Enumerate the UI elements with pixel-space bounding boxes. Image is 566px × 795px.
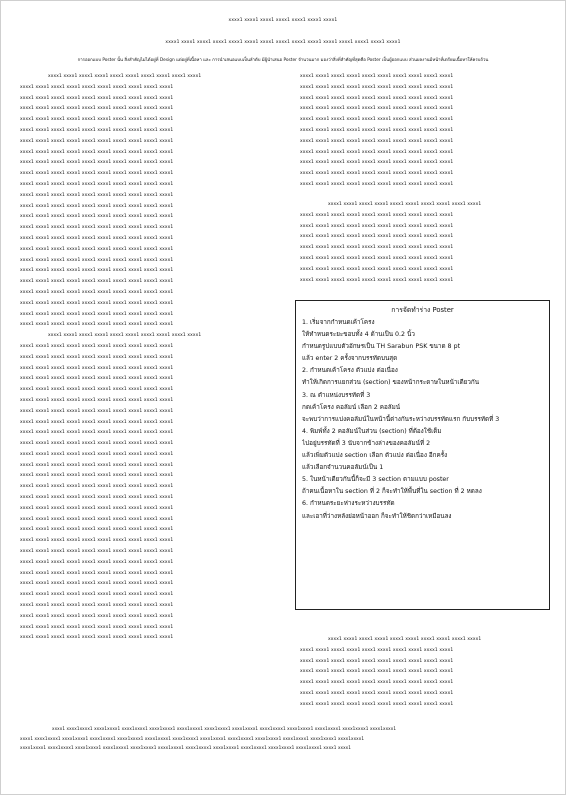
author-line: xxxx1 xxxx1 xxxx1 xxxx1 xxxx1 xxxx1 xxxx1 xxxx1 xxxx1 xxxx1 xxxx1 xxxx1 xxxx1 xxxx1 xxxx1 — [165, 40, 401, 45]
instruction-line: 3. ณ ตำแหน่งบรรทัดที่ 3 — [302, 391, 371, 399]
text-line: xxxx1 xxxx1 xxxx1 xxxx1 xxxx1 xxxx1 xxxx1 xxxx1 xxxx1 xxxx1 — [20, 387, 174, 393]
instruction-line: และเอาที่ว่างหลังย่อหน้าออก ก็จะทำให้ชิดกว่าเหมือนลง — [302, 512, 452, 520]
instruction-line: กดเค้าโครง คอลัมน์ เลือก 2 คอลัมน์ — [302, 403, 401, 411]
text-line: xxxx1 xxxx1 xxxx1 xxxx1 xxxx1 xxxx1 xxxx1 xxxx1 xxxx1 xxxx1 — [300, 266, 454, 272]
text-line: xxxx1 xxxx1 xxxx1 xxxx1 xxxx1 xxxx1 xxxx1 xxxx1 xxxx1 xxxx1 — [20, 84, 174, 90]
text-line: xxxx1 xxxx1 xxxx1 xxxx1 xxxx1 xxxx1 xxxx1 xxxx1 xxxx1 xxxx1 — [20, 495, 174, 501]
text-line: xxxx1 xxxx1 xxxx1 xxxx1 xxxx1 xxxx1 xxxx1 xxxx1 xxxx1 xxxx1 — [20, 397, 174, 403]
instruction-line: ให้ทำหนดระยะขอบทั้ง 4 ด้านเป็น 0.2 นิ้ว — [302, 331, 415, 339]
text-line: xxxx1 xxxx1 xxxx1 xxxx1 xxxx1 xxxx1 xxxx1 xxxx1 xxxx1 xxxx1 — [20, 95, 174, 101]
text-line: xxxx1 xxxx1 xxxx1 xxxx1 xxxx1 xxxx1 xxxx1 xxxx1 xxxx1 xxxx1 — [20, 117, 174, 123]
text-line: xxxx1 xxxx1 xxxx1 xxxx1 xxxx1 xxxx1 xxxx1 xxxx1 xxxx1 xxxx1 — [20, 246, 174, 252]
text-line: xxxx1 xxxx1 xxxx1 xxxx1 xxxx1 xxxx1 xxxx1 xxxx1 xxxx1 xxxx1 — [300, 138, 454, 144]
footer-line: xxxx1 xxxx1xxxx1 xxxx1xxxx1 xxxx1xxxx1 xxxx1xxxx1 xxxx1xxxx1 xxxx1xxxx1 xxxx1xxxx1 xxxx1xxxx1 xxxx1xxxx1 xxxx1xxxx1 xxxx1xxxx1 xxxx1xxxx1 — [52, 726, 397, 731]
text-line: xxxx1 xxxx1 xxxx1 xxxx1 xxxx1 xxxx1 xxxx1 xxxx1 xxxx1 xxxx1 — [48, 333, 202, 339]
text-line: xxxx1 xxxx1 xxxx1 xxxx1 xxxx1 xxxx1 xxxx1 xxxx1 xxxx1 xxxx1 — [300, 181, 454, 187]
instruction-box — [295, 300, 550, 610]
text-line: xxxx1 xxxx1 xxxx1 xxxx1 xxxx1 xxxx1 xxxx1 xxxx1 xxxx1 xxxx1 — [20, 451, 174, 457]
text-line: xxxx1 xxxx1 xxxx1 xxxx1 xxxx1 xxxx1 xxxx1 xxxx1 xxxx1 xxxx1 — [20, 171, 174, 177]
text-line: xxxx1 xxxx1 xxxx1 xxxx1 xxxx1 xxxx1 xxxx1 xxxx1 xxxx1 xxxx1 — [20, 603, 174, 609]
text-line: xxxx1 xxxx1 xxxx1 xxxx1 xxxx1 xxxx1 xxxx1 xxxx1 xxxx1 xxxx1 — [20, 624, 174, 630]
text-line: xxxx1 xxxx1 xxxx1 xxxx1 xxxx1 xxxx1 xxxx1 xxxx1 xxxx1 xxxx1 — [300, 658, 454, 664]
text-line: xxxx1 xxxx1 xxxx1 xxxx1 xxxx1 xxxx1 xxxx1 xxxx1 xxxx1 xxxx1 — [20, 192, 174, 198]
text-line: xxxx1 xxxx1 xxxx1 xxxx1 xxxx1 xxxx1 xxxx1 xxxx1 xxxx1 xxxx1 — [300, 255, 454, 261]
instruction-line: แล้วเพิ่มตัวแบ่ง section เลือก ตัวแบ่ง ต่อเนื่อง อีกครั้ง — [302, 452, 448, 460]
text-line: xxxx1 xxxx1 xxxx1 xxxx1 xxxx1 xxxx1 xxxx1 xxxx1 xxxx1 xxxx1 — [20, 430, 174, 436]
text-line: xxxx1 xxxx1 xxxx1 xxxx1 xxxx1 xxxx1 xxxx1 xxxx1 xxxx1 xxxx1 — [20, 549, 174, 555]
text-line: xxxx1 xxxx1 xxxx1 xxxx1 xxxx1 xxxx1 xxxx1 xxxx1 xxxx1 xxxx1 — [20, 559, 174, 565]
text-line: xxxx1 xxxx1 xxxx1 xxxx1 xxxx1 xxxx1 xxxx1 xxxx1 xxxx1 xxxx1 — [20, 505, 174, 511]
text-line: xxxx1 xxxx1 xxxx1 xxxx1 xxxx1 xxxx1 xxxx1 xxxx1 xxxx1 xxxx1 — [20, 235, 174, 241]
text-line: xxxx1 xxxx1 xxxx1 xxxx1 xxxx1 xxxx1 xxxx1 xxxx1 xxxx1 xxxx1 — [20, 592, 174, 598]
text-line: xxxx1 xxxx1 xxxx1 xxxx1 xxxx1 xxxx1 xxxx1 xxxx1 xxxx1 xxxx1 — [300, 95, 454, 101]
instruction-line: 1. เริ่มจากกำหนดเค้าโครง — [302, 319, 375, 326]
text-line: xxxx1 xxxx1 xxxx1 xxxx1 xxxx1 xxxx1 xxxx1 xxxx1 xxxx1 xxxx1 — [48, 74, 202, 79]
instruction-line: 2. กำหนดเค้าโครง ตัวแบ่ง ต่อเนื่อง — [302, 367, 398, 375]
text-line: xxxx1 xxxx1 xxxx1 xxxx1 xxxx1 xxxx1 xxxx1 xxxx1 xxxx1 xxxx1 — [300, 680, 454, 686]
text-line: xxxx1 xxxx1 xxxx1 xxxx1 xxxx1 xxxx1 xxxx1 xxxx1 xxxx1 xxxx1 — [300, 690, 454, 696]
text-line: xxxx1 xxxx1 xxxx1 xxxx1 xxxx1 xxxx1 xxxx1 xxxx1 xxxx1 xxxx1 — [20, 322, 174, 328]
instruction-line: ทำให้เกิดการแยกส่วน (section) ของหน้ากระดาษในหน้าเดียวกัน — [302, 379, 479, 387]
text-line: xxxx1 xxxx1 xxxx1 xxxx1 xxxx1 xxxx1 xxxx1 xxxx1 xxxx1 xxxx1 — [20, 527, 174, 533]
text-line: xxxx1 xxxx1 xxxx1 xxxx1 xxxx1 xxxx1 xxxx1 xxxx1 xxxx1 xxxx1 — [300, 117, 454, 123]
intro-line: การออกแบบ Poster นั้น สิ่งสำคัญไม่ได้อยู่ที่ Design แต่อยู่ที่เนื้อหา และ การนำเสนอแบบเป็นลำดับ มีผู้นำเสนอ Poster จำนวนมาก มองว่าสิ่งที่สำคัญที่สุดคือ Poster เป็นผู้ออกแบบ ส่วนผลงานมีหน้าที่เตรียมเนื้อหาให้ครบถ้วน — [77, 58, 489, 63]
text-line: xxxx1 xxxx1 xxxx1 xxxx1 xxxx1 xxxx1 xxxx1 xxxx1 xxxx1 xxxx1 — [20, 408, 174, 414]
text-line: xxxx1 xxxx1 xxxx1 xxxx1 xxxx1 xxxx1 xxxx1 xxxx1 xxxx1 xxxx1 — [20, 354, 174, 360]
text-line: xxxx1 xxxx1 xxxx1 xxxx1 xxxx1 xxxx1 xxxx1 xxxx1 xxxx1 xxxx1 — [300, 106, 454, 112]
text-line: xxxx1 xxxx1 xxxx1 xxxx1 xxxx1 xxxx1 xxxx1 xxxx1 xxxx1 xxxx1 — [20, 441, 174, 447]
left-column — [20, 72, 258, 644]
text-line: xxxx1 xxxx1 xxxx1 xxxx1 xxxx1 xxxx1 xxxx1 xxxx1 xxxx1 xxxx1 — [300, 212, 454, 218]
text-line: xxxx1 xxxx1 xxxx1 xxxx1 xxxx1 xxxx1 xxxx1 xxxx1 xxxx1 xxxx1 — [20, 138, 174, 144]
instruction-line: 4. พิมพ์ทั้ง 2 คอลัมน์ในส่วน (section) ที่ต้องใช้เต็ม — [302, 427, 442, 435]
text-line: xxxx1 xxxx1 xxxx1 xxxx1 xxxx1 xxxx1 xxxx1 xxxx1 xxxx1 xxxx1 — [20, 473, 174, 479]
text-line: xxxx1 xxxx1 xxxx1 xxxx1 xxxx1 xxxx1 xxxx1 xxxx1 xxxx1 xxxx1 — [20, 613, 174, 619]
text-line: xxxx1 xxxx1 xxxx1 xxxx1 xxxx1 xxxx1 xxxx1 xxxx1 xxxx1 xxxx1 — [20, 289, 174, 295]
text-line: xxxx1 xxxx1 xxxx1 xxxx1 xxxx1 xxxx1 xxxx1 xxxx1 xxxx1 xxxx1 — [20, 225, 174, 231]
text-line: xxxx1 xxxx1 xxxx1 xxxx1 xxxx1 xxxx1 xxxx1 xxxx1 xxxx1 xxxx1 — [300, 234, 454, 240]
text-line: xxxx1 xxxx1 xxxx1 xxxx1 xxxx1 xxxx1 xxxx1 xxxx1 xxxx1 xxxx1 — [20, 257, 174, 263]
text-line: xxxx1 xxxx1 xxxx1 xxxx1 xxxx1 xxxx1 xxxx1 xxxx1 xxxx1 xxxx1 — [328, 637, 482, 642]
text-line: xxxx1 xxxx1 xxxx1 xxxx1 xxxx1 xxxx1 xxxx1 xxxx1 xxxx1 xxxx1 — [20, 300, 174, 306]
instruction-list — [302, 317, 543, 523]
text-line: xxxx1 xxxx1 xxxx1 xxxx1 xxxx1 xxxx1 xxxx1 xxxx1 xxxx1 xxxx1 — [20, 538, 174, 544]
text-line: xxxx1 xxxx1 xxxx1 xxxx1 xxxx1 xxxx1 xxxx1 xxxx1 xxxx1 xxxx1 — [300, 127, 454, 133]
text-line: xxxx1 xxxx1 xxxx1 xxxx1 xxxx1 xxxx1 xxxx1 xxxx1 xxxx1 xxxx1 — [20, 484, 174, 490]
text-line: xxxx1 xxxx1 xxxx1 xxxx1 xxxx1 xxxx1 xxxx1 xxxx1 xxxx1 xxxx1 — [20, 268, 174, 274]
text-line: xxxx1 xxxx1 xxxx1 xxxx1 xxxx1 xxxx1 xxxx1 xxxx1 xxxx1 xxxx1 — [20, 419, 174, 425]
instruction-line: ไปอยู่บรรทัดที่ 3 นับจากข้างล่างของคอลัมน์ที่ 2 — [302, 439, 431, 447]
text-line: xxxx1 xxxx1 xxxx1 xxxx1 xxxx1 xxxx1 xxxx1 xxxx1 xxxx1 xxxx1 — [300, 669, 454, 675]
text-line: xxxx1 xxxx1 xxxx1 xxxx1 xxxx1 xxxx1 xxxx1 xxxx1 xxxx1 xxxx1 — [300, 277, 454, 283]
text-line: xxxx1 xxxx1 xxxx1 xxxx1 xxxx1 xxxx1 xxxx1 xxxx1 xxxx1 xxxx1 — [300, 171, 454, 177]
right-column-middle — [300, 200, 540, 286]
footer-line: xxxx1xxxx1 xxxx1xxxx1 xxxx1xxxx1 xxxx1xxxx1 xxxx1xxxx1 xxxx1xxxx1 xxxx1xxxx1 xxxx1xxxx1 xxxx1xxxx1 xxxx1xxxx1 xxxx1xxxx1 xxxx1 xxxx1 — [20, 745, 352, 750]
text-line: xxxx1 xxxx1 xxxx1 xxxx1 xxxx1 xxxx1 xxxx1 xxxx1 xxxx1 xxxx1 — [300, 149, 454, 155]
text-line: xxxx1 xxxx1 xxxx1 xxxx1 xxxx1 xxxx1 xxxx1 xxxx1 xxxx1 xxxx1 — [300, 223, 454, 229]
instruction-box-title: การจัดทำร่าง Poster — [391, 306, 454, 314]
text-line: xxxx1 xxxx1 xxxx1 xxxx1 xxxx1 xxxx1 xxxx1 xxxx1 xxxx1 xxxx1 — [300, 74, 454, 79]
right-column-bottom — [300, 635, 540, 711]
text-line: xxxx1 xxxx1 xxxx1 xxxx1 xxxx1 xxxx1 xxxx1 xxxx1 xxxx1 xxxx1 — [300, 84, 454, 90]
instruction-line: ถ้าคนเนื้อหาใน section ที่ 2 ก็จะทำให้พื้นที่ใน section ที่ 2 หดลง — [302, 488, 482, 496]
footer-paragraph — [20, 724, 550, 753]
instruction-line: จะพบว่าการแบ่งคอลัมน์ในหน้านี้ต่างกันระหว่างบรรทัดแรก กับบรรทัดที่ 3 — [302, 415, 500, 423]
text-line: xxxx1 xxxx1 xxxx1 xxxx1 xxxx1 xxxx1 xxxx1 xxxx1 xxxx1 xxxx1 — [300, 245, 454, 251]
instruction-line: แล้วเลือกจำนวนคอลัมน์เป็น 1 — [302, 464, 384, 472]
text-line: xxxx1 xxxx1 xxxx1 xxxx1 xxxx1 xxxx1 xxxx1 xxxx1 xxxx1 xxxx1 — [20, 311, 174, 317]
text-line: xxxx1 xxxx1 xxxx1 xxxx1 xxxx1 xxxx1 xxxx1 xxxx1 xxxx1 xxxx1 — [20, 203, 174, 209]
text-line: xxxx1 xxxx1 xxxx1 xxxx1 xxxx1 xxxx1 xxxx1 xxxx1 xxxx1 xxxx1 — [300, 647, 454, 653]
document-title: xxxx1 xxxx1 xxxx1 xxxx1 xxxx1 xxxx1 xxxx1 — [228, 18, 338, 23]
text-line: xxxx1 xxxx1 xxxx1 xxxx1 xxxx1 xxxx1 xxxx1 xxxx1 xxxx1 xxxx1 — [300, 160, 454, 166]
instruction-line: 5. ในหน้าเดียวกันนี้ก็จะมี 3 section ตามแบบ poster — [302, 476, 449, 484]
text-line: xxxx1 xxxx1 xxxx1 xxxx1 xxxx1 xxxx1 xxxx1 xxxx1 xxxx1 xxxx1 — [20, 181, 174, 187]
text-line: xxxx1 xxxx1 xxxx1 xxxx1 xxxx1 xxxx1 xxxx1 xxxx1 xxxx1 xxxx1 — [20, 581, 174, 587]
text-line: xxxx1 xxxx1 xxxx1 xxxx1 xxxx1 xxxx1 xxxx1 xxxx1 xxxx1 xxxx1 — [300, 701, 454, 707]
text-line: xxxx1 xxxx1 xxxx1 xxxx1 xxxx1 xxxx1 xxxx1 xxxx1 xxxx1 xxxx1 — [20, 635, 174, 641]
text-line: xxxx1 xxxx1 xxxx1 xxxx1 xxxx1 xxxx1 xxxx1 xxxx1 xxxx1 xxxx1 — [20, 376, 174, 382]
text-line: xxxx1 xxxx1 xxxx1 xxxx1 xxxx1 xxxx1 xxxx1 xxxx1 xxxx1 xxxx1 — [20, 279, 174, 285]
text-line: xxxx1 xxxx1 xxxx1 xxxx1 xxxx1 xxxx1 xxxx1 xxxx1 xxxx1 xxxx1 — [20, 343, 174, 349]
instruction-line: 6. กำหนดระยะห่างระหว่างบรรทัด — [302, 500, 395, 508]
footer-line: xxxx1 xxxx1xxxx1 xxxx1xxxx1 xxxx1xxxx1 xxxx1xxxx1 xxxx1xxxx1 xxxx1xxxx1 xxxx1xxxx1 xxxx1xxxx1 xxxx1xxxx1 xxxx1xxxx1 xxxx1xxxx1 xxxx1xxxx1 — [20, 735, 365, 741]
text-line: xxxx1 xxxx1 xxxx1 xxxx1 xxxx1 xxxx1 xxxx1 xxxx1 xxxx1 xxxx1 — [20, 149, 174, 155]
text-line: xxxx1 xxxx1 xxxx1 xxxx1 xxxx1 xxxx1 xxxx1 xxxx1 xxxx1 xxxx1 — [20, 462, 174, 468]
right-column-top — [300, 72, 540, 191]
instruction-line: แล้ว enter 2 ครั้งจากบรรทัดบนสุด — [302, 355, 398, 363]
text-line: xxxx1 xxxx1 xxxx1 xxxx1 xxxx1 xxxx1 xxxx1 xxxx1 xxxx1 xxxx1 — [20, 365, 174, 371]
text-line: xxxx1 xxxx1 xxxx1 xxxx1 xxxx1 xxxx1 xxxx1 xxxx1 xxxx1 xxxx1 — [20, 160, 174, 166]
text-line: xxxx1 xxxx1 xxxx1 xxxx1 xxxx1 xxxx1 xxxx1 xxxx1 xxxx1 xxxx1 — [20, 214, 174, 220]
text-line: xxxx1 xxxx1 xxxx1 xxxx1 xxxx1 xxxx1 xxxx1 xxxx1 xxxx1 xxxx1 — [20, 570, 174, 576]
instruction-line: กำหนดรูปแบบตัวอักษรเป็น TH Sarabun PSK ขนาด 8 pt — [302, 343, 461, 351]
text-line: xxxx1 xxxx1 xxxx1 xxxx1 xxxx1 xxxx1 xxxx1 xxxx1 xxxx1 xxxx1 — [328, 202, 482, 207]
text-line: xxxx1 xxxx1 xxxx1 xxxx1 xxxx1 xxxx1 xxxx1 xxxx1 xxxx1 xxxx1 — [20, 516, 174, 522]
text-line: xxxx1 xxxx1 xxxx1 xxxx1 xxxx1 xxxx1 xxxx1 xxxx1 xxxx1 xxxx1 — [20, 127, 174, 133]
text-line: xxxx1 xxxx1 xxxx1 xxxx1 xxxx1 xxxx1 xxxx1 xxxx1 xxxx1 xxxx1 — [20, 106, 174, 112]
